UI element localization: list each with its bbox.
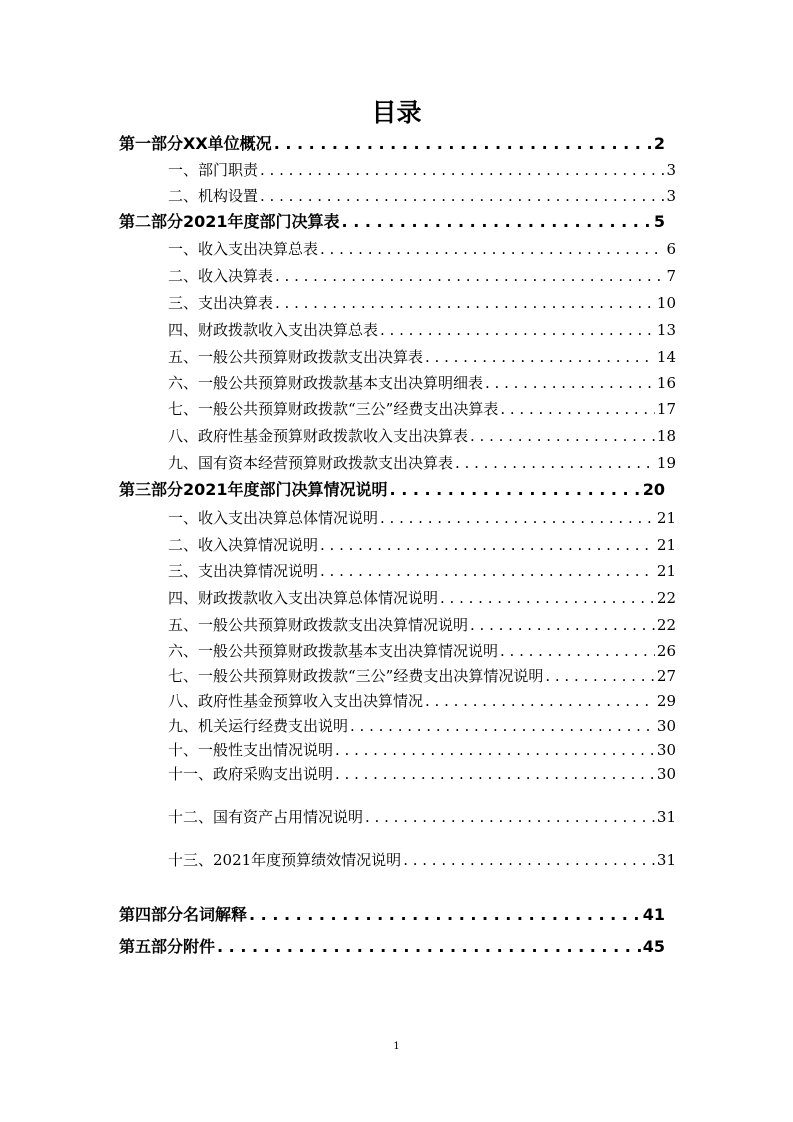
toc-entry-page: 22 — [656, 589, 676, 607]
toc-entry[interactable] — [168, 264, 676, 288]
toc-leader-dots — [320, 559, 655, 583]
toc-entry-page: 31 — [656, 808, 676, 826]
toc-entry-page: 26 — [656, 642, 676, 660]
toc-entry-page: 6 — [666, 240, 676, 258]
toc-entry[interactable] — [168, 848, 676, 872]
toc-entry-text: 第二部分2021年度部门决算表 — [119, 212, 340, 231]
toc-entry-text: 第四部分名词解释 — [119, 905, 248, 924]
toc-entry-page: 5 — [653, 212, 665, 231]
toc-entry-page: 17 — [656, 400, 676, 418]
toc-entry-text: 十三、2021年度预算绩效情况说明 — [168, 851, 402, 869]
toc-entry-text: 八、政府性基金预算财政拨款收入支出决算表 — [168, 427, 469, 445]
toc-entry-page: 16 — [656, 374, 676, 392]
toc-entry-text: 七、一般公共预算财政拨款“三公”经费支出决算表 — [168, 400, 499, 418]
toc-entry-page: 3 — [666, 187, 676, 205]
toc-entry-page: 13 — [656, 321, 676, 339]
toc-entry-page: 2 — [653, 134, 665, 153]
toc-entry-text: 第五部分附件 — [119, 937, 216, 956]
toc-entry-page: 18 — [656, 427, 676, 445]
toc-entry-text: 九、国有资本经营预算财政拨款支出决算表 — [168, 454, 454, 472]
toc-leader-dots — [275, 291, 655, 315]
toc-entry-text: 三、支出决算情况说明 — [168, 562, 319, 580]
toc-title: 目录 — [371, 98, 422, 127]
toc-entry[interactable] — [168, 738, 676, 762]
toc-entry[interactable] — [168, 664, 676, 688]
toc-leader-dots — [320, 237, 664, 261]
toc-entry-text: 六、一般公共预算财政拨款基本支出决算情况说明 — [168, 642, 499, 660]
toc-entry-page: 19 — [656, 454, 676, 472]
toc-entry-text: 二、机构设置 — [168, 187, 259, 205]
toc-entry-text: 一、收入支出决算总表 — [168, 240, 319, 258]
toc-entry[interactable] — [168, 689, 676, 713]
toc-leader-dots — [485, 371, 655, 395]
toc-entry[interactable] — [168, 805, 676, 829]
toc-entry-page: 41 — [642, 905, 665, 924]
toc-leader-dots — [249, 903, 641, 927]
toc-leader-dots — [335, 762, 655, 786]
toc-entry-page: 30 — [656, 765, 676, 783]
toc-leader-dots — [380, 506, 655, 530]
toc-entry-text: 第一部分XX单位概况 — [119, 134, 272, 153]
toc-leader-dots — [274, 132, 652, 156]
toc-entry-page: 45 — [642, 937, 665, 956]
toc-entry-text: 第三部分2021年度部门决算情况说明 — [119, 480, 388, 499]
toc-entry-page: 21 — [656, 536, 676, 554]
toc-entry[interactable] — [168, 318, 676, 342]
toc-entry[interactable] — [168, 533, 676, 557]
toc-entry-part-4[interactable] — [119, 903, 665, 927]
toc-entry-page: 21 — [656, 562, 676, 580]
toc-entry-page: 31 — [656, 851, 676, 869]
toc-leader-dots — [350, 714, 655, 738]
toc-entry-page: 22 — [656, 616, 676, 634]
toc-entry-page: 20 — [642, 480, 665, 499]
toc-entry-page: 27 — [656, 667, 676, 685]
toc-leader-dots — [470, 424, 655, 448]
toc-entry-text: 六、一般公共预算财政拨款基本支出决算明细表 — [168, 374, 484, 392]
toc-leader-dots — [425, 689, 655, 713]
toc-entry[interactable] — [168, 397, 676, 421]
toc-entry-part-2[interactable] — [119, 210, 665, 234]
toc-entry-text: 二、收入决算表 — [168, 267, 274, 285]
toc-leader-dots — [380, 318, 655, 342]
toc-entry-text: 一、收入支出决算总体情况说明 — [168, 509, 379, 527]
toc-entry-text: 十一、政府采购支出说明 — [168, 765, 334, 783]
toc-entry-text: 十二、国有资产占用情况说明 — [168, 808, 364, 826]
toc-entry-text: 四、财政拨款收入支出决算总表 — [168, 321, 379, 339]
toc-entry[interactable] — [168, 762, 676, 786]
toc-entry-part-3[interactable] — [119, 478, 665, 502]
page-number: 1 — [393, 1041, 400, 1052]
toc-leader-dots — [500, 397, 655, 421]
toc-leader-dots — [403, 848, 655, 872]
toc-entry-page: 10 — [656, 294, 676, 312]
toc-entry-page: 30 — [656, 717, 676, 735]
toc-entry-text: 八、政府性基金预算收入支出决算情况 — [168, 692, 424, 710]
toc-leader-dots — [320, 533, 655, 557]
toc-entry-text: 五、一般公共预算财政拨款支出决算表 — [168, 348, 424, 366]
toc-entry-page: 3 — [666, 161, 676, 179]
toc-entry-page: 7 — [666, 267, 676, 285]
toc-entry[interactable] — [168, 345, 676, 369]
toc-entry[interactable] — [168, 506, 676, 530]
toc-entry[interactable] — [168, 586, 676, 610]
toc-entry-text: 九、机关运行经费支出说明 — [168, 717, 349, 735]
toc-entry[interactable] — [168, 184, 676, 208]
toc-leader-dots — [545, 664, 655, 688]
toc-entry[interactable] — [168, 424, 676, 448]
toc-entry-text: 三、支出决算表 — [168, 294, 274, 312]
toc-entry-part-5[interactable] — [119, 935, 665, 959]
toc-leader-dots — [470, 613, 655, 637]
toc-entry[interactable] — [168, 291, 676, 315]
toc-leader-dots — [425, 345, 655, 369]
toc-leader-dots — [500, 639, 655, 663]
toc-entry[interactable] — [168, 451, 676, 475]
toc-entry[interactable] — [168, 559, 676, 583]
toc-leader-dots — [342, 210, 652, 234]
toc-entry[interactable] — [168, 613, 676, 637]
toc-leader-dots — [455, 451, 655, 475]
toc-leader-dots — [440, 586, 655, 610]
toc-entry-text: 四、财政拨款收入支出决算总体情况说明 — [168, 589, 439, 607]
toc-entry-page: 14 — [656, 348, 676, 366]
toc-leader-dots — [335, 738, 655, 762]
toc-leader-dots — [260, 184, 664, 208]
toc-leader-dots — [260, 158, 664, 182]
toc-entry[interactable] — [168, 639, 676, 663]
toc-entry-text: 十、一般性支出情况说明 — [168, 741, 334, 759]
toc-entry-text: 七、一般公共预算财政拨款“三公”经费支出决算情况说明 — [168, 667, 544, 685]
toc-entry[interactable] — [168, 371, 676, 395]
toc-entry-page: 21 — [656, 509, 676, 527]
toc-entry[interactable] — [168, 714, 676, 738]
toc-entry-text: 二、收入决算情况说明 — [168, 536, 319, 554]
toc-entry-text: 五、一般公共预算财政拨款支出决算情况说明 — [168, 616, 469, 634]
toc-entry-page: 30 — [656, 741, 676, 759]
toc-leader-dots — [217, 935, 641, 959]
toc-entry[interactable] — [168, 158, 676, 182]
toc-entry-page: 29 — [656, 692, 676, 710]
toc-leader-dots — [390, 478, 641, 502]
toc-leader-dots — [275, 264, 664, 288]
toc-entry-text: 一、部门职责 — [168, 161, 259, 179]
toc-entry[interactable] — [168, 237, 676, 261]
toc-entry-part-1[interactable] — [119, 132, 665, 156]
toc-leader-dots — [365, 805, 655, 829]
